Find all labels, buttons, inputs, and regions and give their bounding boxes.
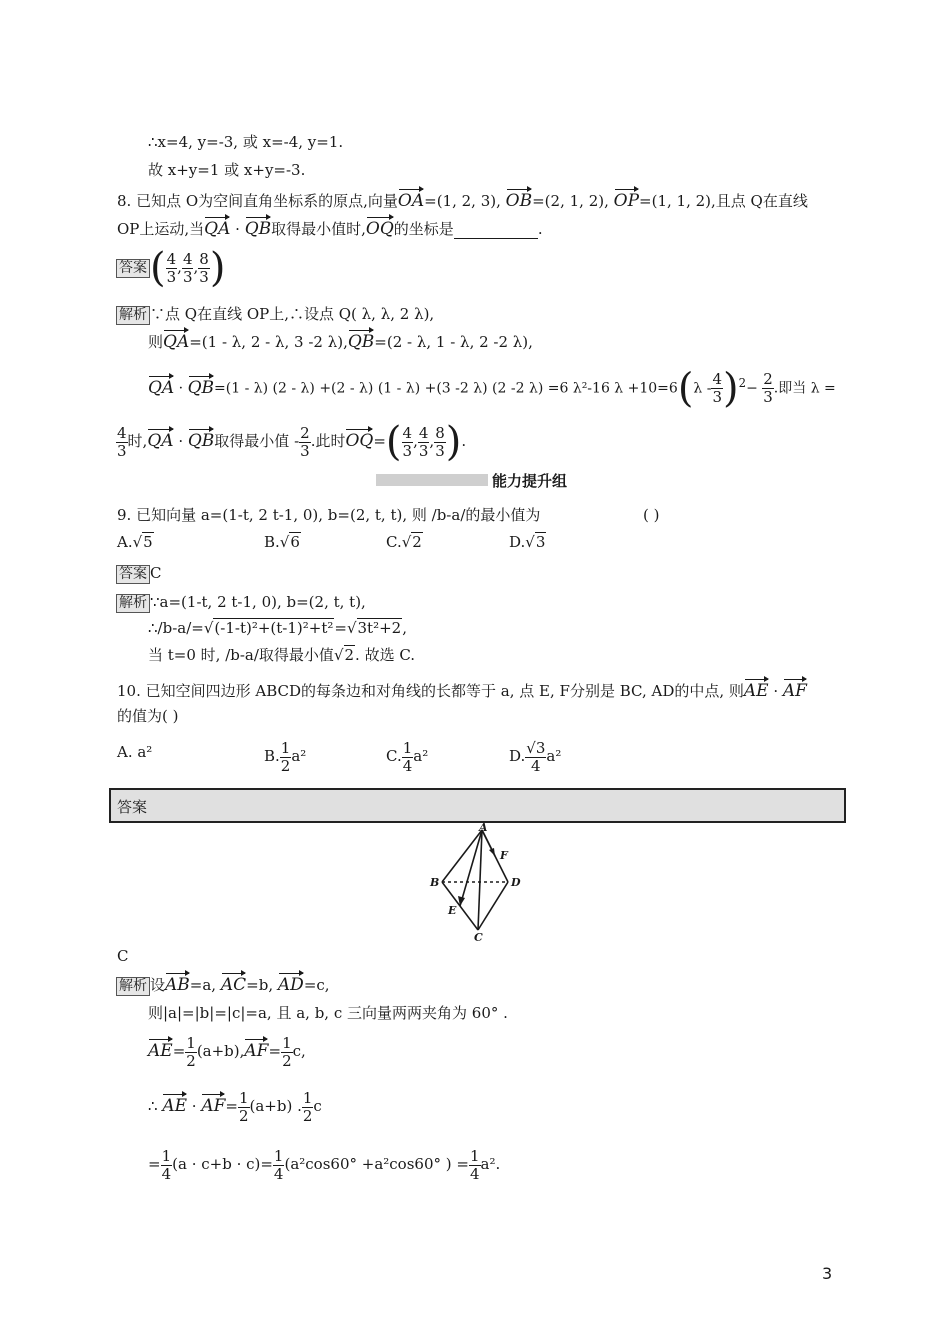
q10-analysis-line-4: ∴ AE · AF= $\frac{1}{2}$ (a+b) . $\frac{1}{2}$ c [148, 1088, 322, 1125]
question-8-line-1: 8. 已知点 O为空间直角坐标系的原点,向量OA=(1, 2, 3), OB=(2, 1, 2), OP=(1, 1, 2),且点 Q在直线 [117, 186, 808, 211]
q8-analysis-line-3: QA · QB=(1 - λ) (2 - λ) +(2 - λ) (1 - λ) +(3 -2 λ) (2 -2 λ) =6 λ²-16 λ +10=6(λ - $\frac{4}{3}$ )$^2$− $\frac{2}{3}$ .即当 λ = [148, 365, 836, 412]
label-e: E [448, 904, 457, 917]
question-10-line-1: 10. 已知空间四边形 ABCD的每条边和对角线的长都等于 a, 点 E, F分别是 BC, AD的中点, 则AE · AF [117, 676, 807, 701]
edge-dc [478, 882, 508, 930]
vector-oa: OA [398, 186, 424, 210]
question-9-paren: ( ) [643, 506, 660, 524]
label-f: F [500, 849, 508, 862]
q8-analysis-line-2: 则QA=(1 - λ, 2 - λ, 3 -2 λ),QB=(2 - λ, 1 - λ, 2 -2 λ), [148, 327, 533, 352]
q8-analysis-line-1: 解析 ∵点 Q在直线 OP上,∴设点 Q( λ, λ, 2 λ), [116, 304, 434, 325]
q9-option-b: B.√6 [264, 533, 300, 551]
question-8-line-2: OP上运动,当QA · QB取得最小值时,OQ的坐标是 . [117, 214, 543, 239]
q10-option-a: A. a² [117, 743, 153, 761]
page-number: 3 [822, 1264, 833, 1283]
q10-analysis-line-2: 则|a|=|b|=|c|=a, 且 a, b, c 三向量两两夹角为 60° . [148, 1004, 508, 1022]
q10-answer-value: C [117, 947, 129, 965]
solution-line: 故 x+y=1 或 x+y=-3. [148, 161, 306, 179]
label-c: C [474, 931, 483, 944]
analysis-label: 解析 [116, 306, 150, 325]
question-9: 9. 已知向量 a=(1-t, 2 t-1, 0), b=(2, t, t), 则 /b-a/的最小值为 [117, 506, 541, 524]
label-a: A [479, 822, 488, 834]
section-bar [376, 474, 488, 486]
q8-answer: 答案( $\frac{4}{3}$ , $\frac{4}{3}$ , $\frac{8}{3}$ ) [116, 244, 225, 290]
edge-ac [478, 830, 482, 930]
edge-ab [442, 830, 482, 882]
q9-option-c: C.√2 [386, 533, 422, 551]
section-title: 能力提升组 [492, 472, 568, 490]
q10-option-c: C. $\frac{1}{4}$ a² [386, 738, 429, 775]
vector-ob: OB [506, 186, 532, 210]
vector-op: OP [614, 186, 639, 210]
answer-band: 答案 [109, 788, 846, 823]
q10-analysis-line-3: AE= $\frac{1}{2}$ (a+b),AF= $\frac{1}{2}$ c, [148, 1033, 306, 1070]
label-d: D [511, 876, 521, 889]
q10-option-b: B. $\frac{1}{2}$ a² [264, 738, 307, 775]
answer-blank [454, 224, 538, 239]
q10-analysis-line-5: = $\frac{1}{4}$ (a · c+b · c)= $\frac{1}{4}$ (a²cos60° +a²cos60° ) = $\frac{1}{4}$ a². [148, 1146, 501, 1183]
q9-option-d: D.√3 [509, 533, 546, 551]
label-b: B [430, 876, 440, 889]
question-10-line-2: 的值为( ) [117, 707, 179, 725]
q9-answer: 答案 C [116, 563, 161, 584]
answer-label: 答案 [116, 259, 150, 278]
q10-analysis-line-1: 解析 设AB=a, AC=b, AD=c, [116, 970, 330, 996]
q10-option-d: D. $\frac{√3}{4}$ a² [509, 738, 562, 775]
solution-line: ∴x=4, y=-3, 或 x=-4, y=1. [148, 133, 344, 151]
q9-analysis-line-2: ∴/b-a/=√(-1-t)²+(t-1)²+t²=√3t²+2, [148, 619, 407, 637]
q9-analysis-line-3: 当 t=0 时, /b-a/取得最小值√2. 故选 C. [148, 646, 416, 664]
q8-analysis-line-4: $\frac{4}{3}$ 时,QA · QB取得最小值 - $\frac{2}{3}$ .此时OQ=( $\frac{4}{3}$ , $\frac{4}{3}$ , $\frac{8}{3}$ ). [117, 419, 467, 465]
arrowhead-f [489, 848, 495, 856]
tetrahedron-figure [420, 822, 530, 944]
q9-analysis-line-1: 解析 ∵a=(1-t, 2 t-1, 0), b=(2, t, t), [116, 592, 366, 613]
q9-option-a: A.√5 [117, 533, 153, 551]
